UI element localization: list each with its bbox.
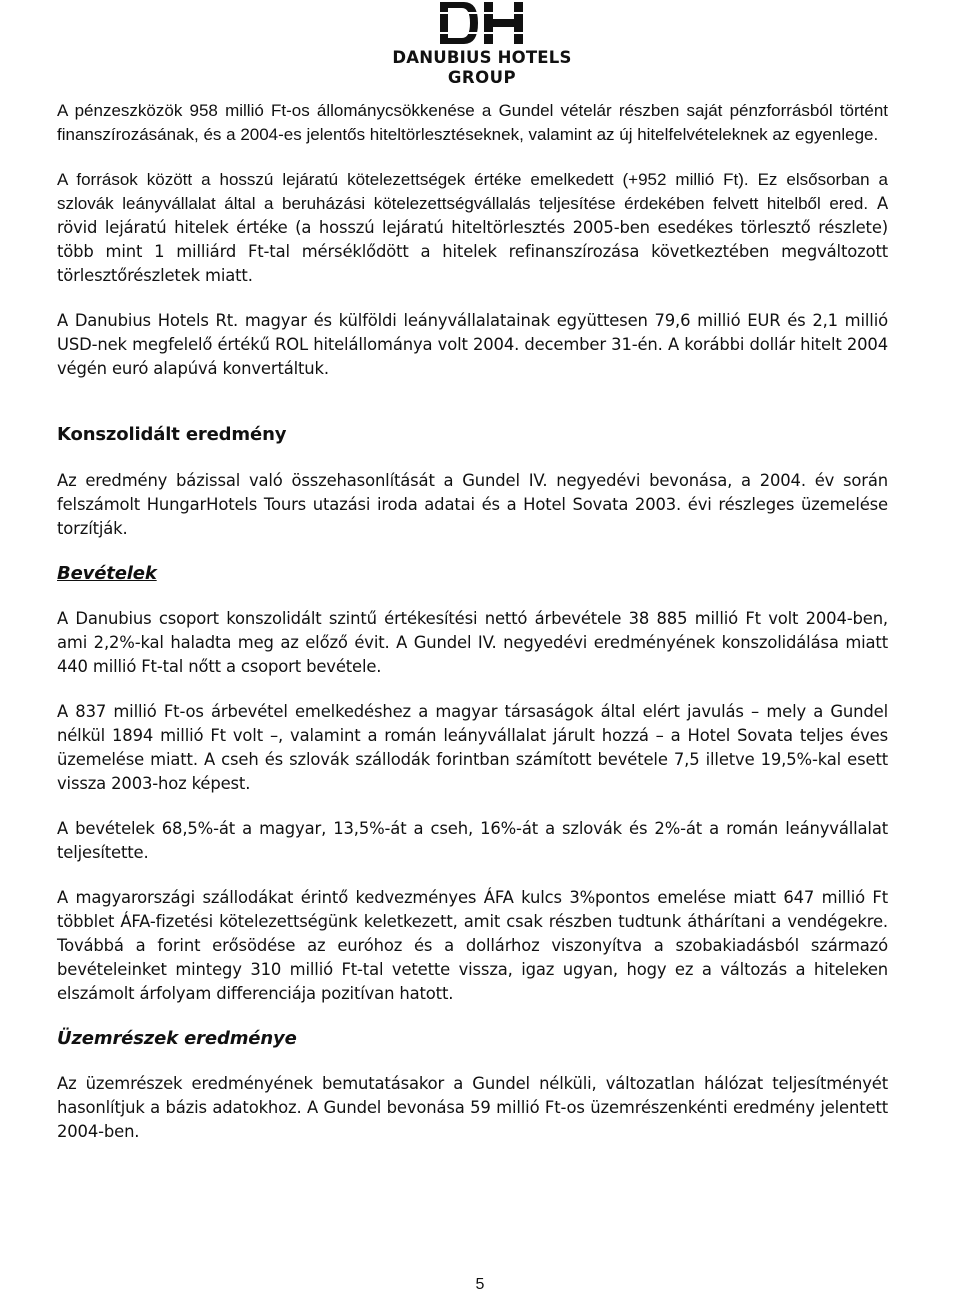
heading-revenues: Bevételek xyxy=(57,563,157,584)
paragraph-liabilities xyxy=(57,168,888,288)
paragraph-loan-portfolio: A Danubius Hotels Rt. magyar és külföldi leányvállalatainak együttesen 79,6 millió EUR és 2,1 millió USD-nek megfelelő értékű ROL hitelállománya volt 2004. december 31-én. A korábbi dollár hitelt 2004 végén euró alapúvá konvertáltuk. xyxy=(57,311,888,378)
page-number: 5 xyxy=(475,1276,485,1293)
paragraph-operating-units: Az üzemrészek eredményének bemutatásakor a Gundel nélküli, változatlan hálózat teljesítményét hasonlítjuk a bázis adatokhoz. A Gundel bevonása 59 millió Ft-os üzemrészenkénti eredmény jelentett 2004-ben. xyxy=(57,1074,888,1141)
logo-text-brand: DANUBIUS HOTELS xyxy=(392,48,572,67)
paragraph-cash-decrease: A pénzeszközök 958 millió Ft-os állománycsökkenése a Gundel vételár részben saját pénzforrásból történt finanszírozásának, és a 2004-es jelentős hiteltörlesztéseknek, valamint az új hitelfelvételeknek az egyenlege. xyxy=(57,101,888,144)
paragraph-revenue-increase: A 837 millió Ft-os árbevétel emelkedéshez a magyar társaságok által elért javulás – mely a Gundel nélkül 1894 millió Ft volt –, valamint a román leányvállalat járult hozzá – a Hotel Sovata teljes éves üzemelése miatt. A cseh és szlovák szállodák forintban számított bevétele 7,5 illetve 19,5%-kal esett vissza 2003-hoz képest. xyxy=(57,702,888,793)
dh-monogram-icon xyxy=(438,0,526,46)
logo-text-group: GROUP xyxy=(447,68,517,87)
company-logo xyxy=(360,0,604,90)
paragraph-liabilities-part2: A rövid lejáratú hitelek értéke (a hosszú lejáratú hiteltörlesztés 2005-ben esedékes törlesztő részlete) több mint 1 milliárd Ft-tal mérséklődött a hitelek refinanszírozása következtében megváltozott törlesztőrészletek miatt. xyxy=(57,194,889,285)
heading-consolidated-result: Konszolidált eredmény xyxy=(57,424,287,445)
document-body xyxy=(57,99,888,1144)
paragraph-revenue-shares: A bevételek 68,5%-át a magyar, 13,5%-át a cseh, 16%-át a szlovák és 2%-át a román leányvállalat teljesítette. xyxy=(57,819,888,862)
paragraph-result-comparison: Az eredmény bázissal való összehasonlítását a Gundel IV. negyedévi bevonása, a 2004. év során felszámolt HungarHotels Tours utazási iroda adatai és a Hotel Sovata 2003. évi részleges üzemelése torzítják. xyxy=(57,471,888,538)
paragraph-vat-effect: A magyarországi szállodákat érintő kedvezményes ÁFA kulcs 3%pontos emelése miatt 647 millió Ft többlet ÁFA-fizetési kötelezettségünk keletkezett, amit csak részben tudtunk áthárítani a vendégekre. Továbbá a forint erősödése az euróhoz és a dollárhoz viszonyítva a szobakiadásból származó bevételeinket mintegy 310 millió Ft-tal vetette vissza, igaz ugyan, hogy ez a változás a hiteleken elszámolt árfolyam differenciája pozitívan hatott. xyxy=(57,888,888,1003)
paragraph-net-revenue: A Danubius csoport konszolidált szintű értékesítési nettó árbevétele 38 885 millió Ft volt 2004-ben, ami 2,2%-kal haladta meg az előző évit. A Gundel IV. negyedévi eredményének konszolidálása miatt 440 millió Ft-tal nőtt a csoport bevétele. xyxy=(57,609,888,676)
paragraph-liabilities-part1: A források között a hosszú lejáratú kötelezettségek értéke emelkedett (+952 millió Ft). Ez elsősorban a szlovák leányvállalat által a beruházási kötelezettségvállalás teljesítése érdekében felvett hitelből ered. xyxy=(57,170,888,213)
heading-operating-units: Üzemrészek eredménye xyxy=(57,1028,297,1049)
